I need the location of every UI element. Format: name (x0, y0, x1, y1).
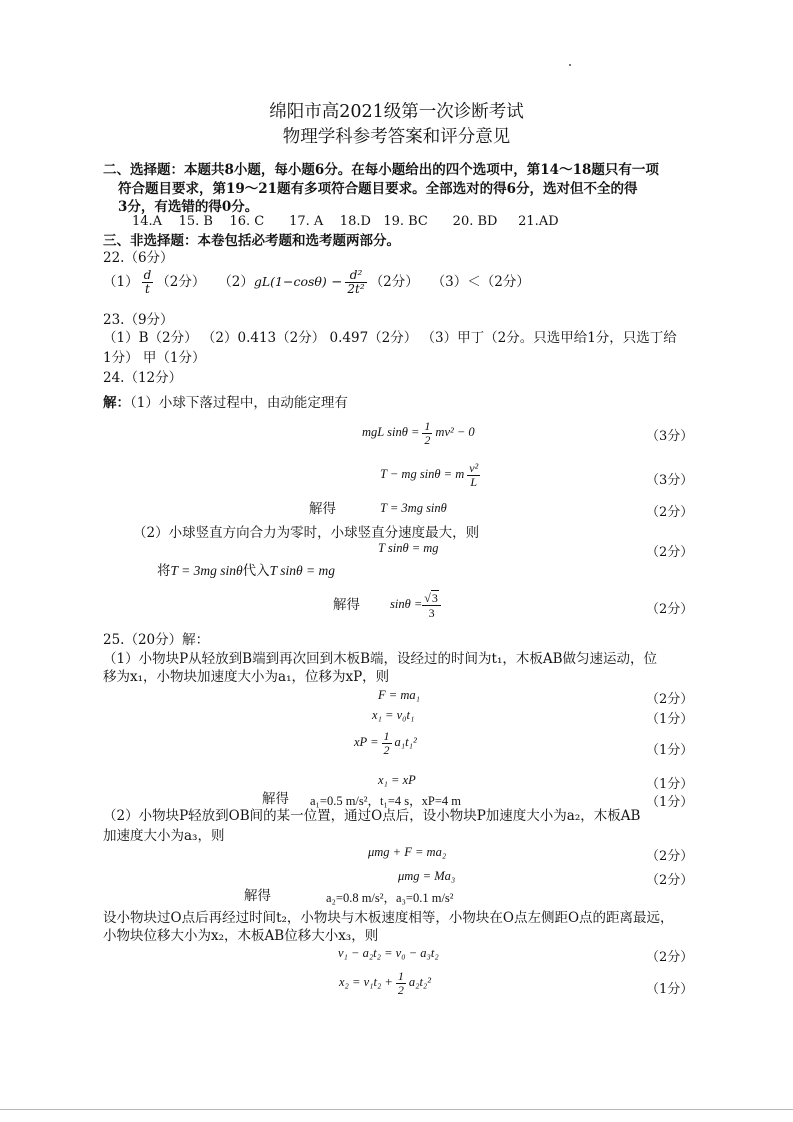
q23-heading: 23.（9分） (103, 312, 174, 328)
q25-e5-score: （2分） (646, 849, 694, 864)
q25-e1-score: （2分） (646, 692, 694, 707)
q24-solve-label2: 解得 (333, 597, 360, 613)
q22-part3: （3）＜（2分） (431, 274, 530, 290)
q23-line2: 1分） 甲（1分） (103, 350, 206, 366)
q22-part1-label: （1） (103, 274, 139, 290)
q22-part2-label: （2） (218, 274, 254, 290)
answer-16: 16. C (229, 214, 265, 229)
q24-eq2-score: （3分） (646, 473, 694, 488)
q25-e8-score: （1分） (646, 982, 694, 997)
answer-20: 20. BD (452, 214, 498, 229)
sec2-line2: 符合题目要求，第19～21题有多项符合题目要求。全部选对的得6分，选对但不全的得 (118, 181, 638, 197)
sec3-heading: 三、非选择题：本卷包括必考题和选考题两部分。 (103, 233, 400, 249)
answer-21: 21.AD (518, 214, 559, 229)
q25-e6: μmg = Ma₃ (398, 869, 456, 883)
q25-p1-line2: 移为x₁，小物块加速度大小为a₁，位移为xP，则 (103, 669, 390, 685)
q24-eq4: T sinθ = mg (378, 541, 439, 555)
q25-p2-line2: 加速度大小为a₃，则 (103, 828, 225, 844)
q25-p3-line1: 设小物块过O点后再经过时间t₂，小物块与木板速度相等，小物块在O点左侧距O点的距离最远， (103, 910, 674, 926)
sec2-line3: 3分，有选错的得0分。 (118, 199, 259, 215)
answer-18: 18.D (339, 214, 371, 229)
answer-15: 15. B (178, 214, 213, 229)
q24-eq5: sinθ = $\frac{√3}{3}$ (390, 586, 441, 622)
q25-e1: F = ma₁ (378, 688, 420, 702)
scan-dot (569, 64, 571, 66)
q25-r1-score: （1分） (646, 795, 694, 810)
q24-eq4-score: （2分） (646, 545, 694, 560)
q25-r2: a₂=0.8 m/s²，a₃=0.1 m/s² (326, 891, 454, 905)
q22-frac2: $\frac{\text{d²}}{\text{2t²}}$ (347, 268, 365, 296)
q25-e3: xP = $\frac{1}{2}$ a₁t₁² (354, 728, 417, 757)
q25-r1-label: 解得 (262, 791, 289, 807)
q25-p2-line1: （2）小物块P轻放到OB间的某一位置，通过O点后，设小物块P加速度大小为a₂，木板AB (103, 808, 641, 824)
q24-intro: 解：（1）小球下落过程中，由动能定理有 (103, 395, 348, 411)
answer-17: 17. A (289, 214, 324, 229)
q25-e6-score: （2分） (646, 873, 694, 888)
page-subtitle: 物理学科参考答案和评分意见 (282, 127, 511, 147)
q25-e4: x₁ = xP (378, 773, 416, 787)
q25-p1-line1: （1）小物块P从轻放到B端到再次回到木板B端，设经过的时间为t₁，木板AB做匀速运动，位 (103, 651, 658, 667)
q24-eq5-score: （2分） (646, 602, 694, 617)
q22-answers: （1） $\frac{d}{t}$ （2分） （2）gL(1−cosθ) − $\frac{\text{d²}}{\text{2t²}}$ （2分） （3）＜（2分） (103, 268, 530, 296)
q23-line1: （1）B（2分） （2）0.413（2分） 0.497（2分） （3）甲丁（2分。只选甲给1分，只选丁给 (103, 330, 677, 346)
q22-frac1: $\frac{d}{t}$ (143, 268, 152, 296)
q22-score2: （2分） (369, 274, 419, 290)
q24-eq1: mgL sinθ = $\frac{1}{2}$ mv² − 0 (362, 418, 475, 447)
sec2-line1: 二、选择题：本题共8小题，每小题6分。在每小题给出的四个选项中，第14～18题只有一项 (103, 162, 659, 178)
bottom-divider (0, 1109, 793, 1110)
q25-heading: 25.（20分）解： (103, 632, 210, 648)
answer-19: 19. BC (383, 214, 428, 229)
q24-part2: （2）小球竖直方向合力为零时，小球竖直分速度最大，则 (133, 525, 480, 541)
q22-formula2: gL(1−cosθ) (253, 274, 327, 289)
q25-e5: μmg + F = ma₂ (368, 845, 447, 859)
q24-solve-label: 解得 (309, 501, 336, 517)
q25-e3-score: （1分） (646, 743, 694, 758)
q24-heading: 24.（12分） (103, 370, 183, 386)
q24-substitute: 将T = 3mg sinθ代入T sinθ = mg (157, 563, 336, 579)
q22-heading: 22.（6分） (103, 250, 174, 266)
q25-e7: v₁ − a₂t₂ = v₀ − a₃t₂ (338, 946, 439, 960)
answer-14: 14.A (132, 214, 163, 229)
q24-eq3: T = 3mg sinθ (380, 501, 447, 515)
q25-e4-score: （1分） (646, 777, 694, 792)
q25-e7-score: （2分） (646, 950, 694, 965)
q24-eq2: T − mg sinθ = m $\frac{\text{v²}}{L}$ (380, 460, 479, 489)
q25-r1: a₁=0.5 m/s²，t₁=4 s，xP=4 m (310, 794, 461, 808)
page-title: 绵阳市高2021级第一次诊断考试 (269, 102, 524, 122)
q25-e2-score: （1分） (646, 712, 694, 727)
q24-eq3-score: （2分） (646, 505, 694, 520)
choice-answers (132, 214, 559, 230)
q25-e8: x₂ = v₁t₂ + $\frac{1}{2}$ a₂t₂² (339, 968, 432, 997)
q24-eq1-score: （3分） (646, 429, 694, 444)
q25-e2: x₁ = v₀t₁ (372, 708, 415, 722)
q22-score1: （2分） (156, 274, 206, 290)
q25-r2-label: 解得 (244, 888, 271, 904)
q25-p3-line2: 小物块位移大小为x₂，木板AB位移大小x₃，则 (103, 928, 379, 944)
